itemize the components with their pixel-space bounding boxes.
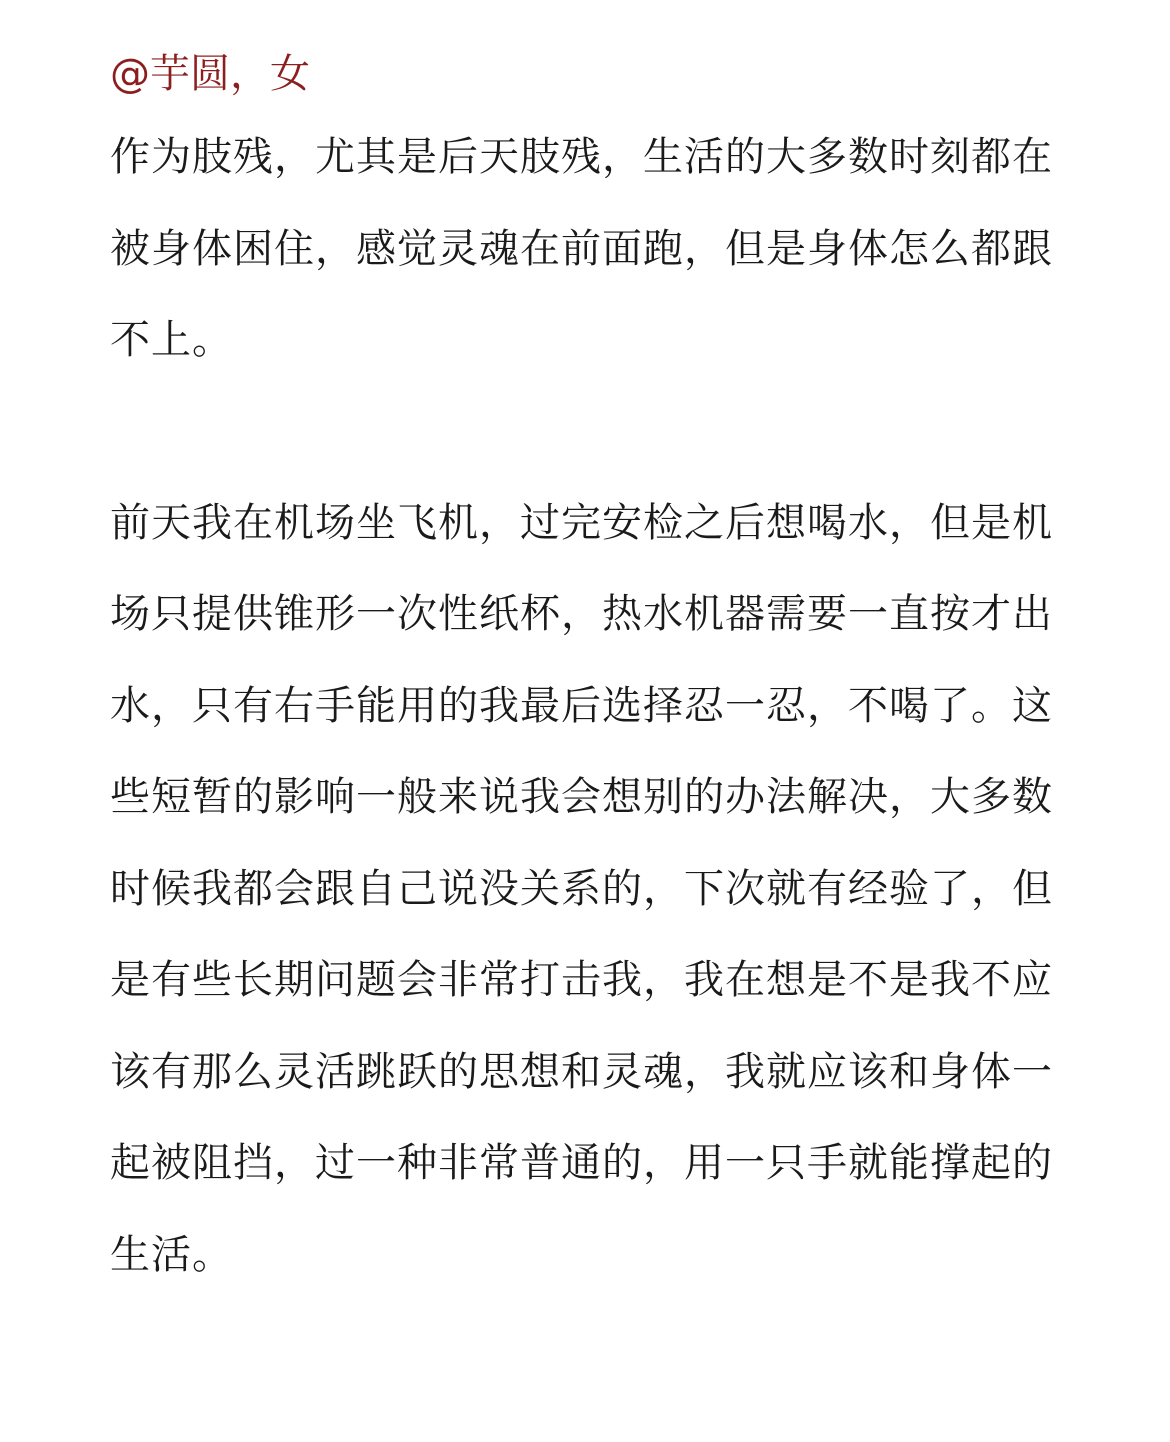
paragraph-1: 作为肢残，尤其是后天肢残，生活的大多数时刻都在被身体困住，感觉灵魂在前面跑，但是身体怎么都跟不上。 xyxy=(110,134,1053,363)
author-label: @芋圆，女 xyxy=(110,51,310,97)
paragraph-2: 前天我在机场坐飞机，过完安检之后想喝水，但是机场只提供锥形一次性纸杯，热水机器需要一直按才出水，只有右手能用的我最后选择忍一忍，不喝了。这些短暂的影响一般来说我会想别的办法解决，大多数时候我都会跟自己说没关系的，下次就有经验了，但是有些长期问题会非常打击我，我在想是不是我不应该有那么灵活跳跃的思想和灵魂，我就应该和身体一起被阻挡，过一种非常普通的，用一只手就能撑起的生活。 xyxy=(110,499,1053,1278)
article-body xyxy=(110,38,1065,1301)
